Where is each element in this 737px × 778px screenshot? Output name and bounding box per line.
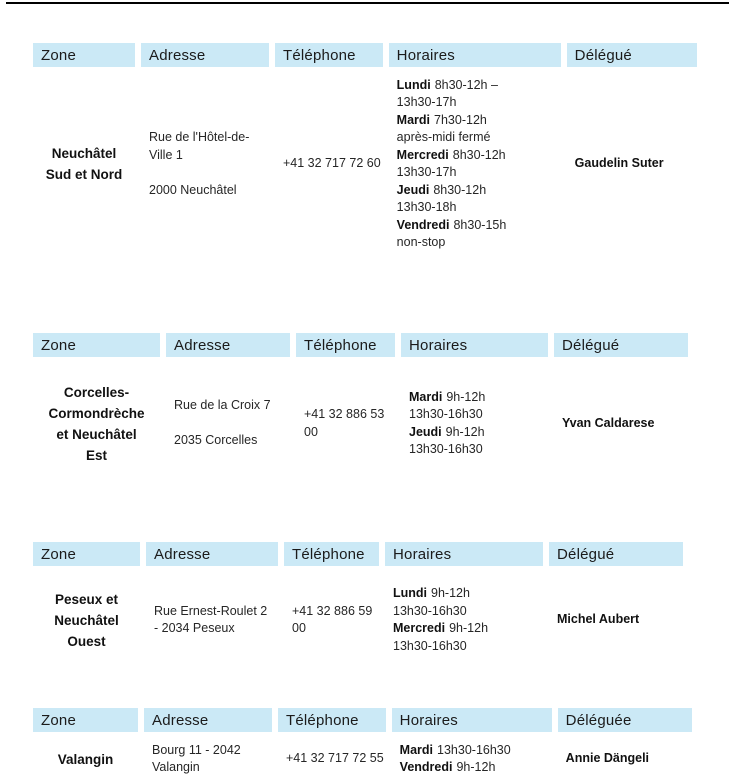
delegue-cell: Michel Aubert — [557, 612, 640, 627]
zone-cell — [33, 357, 160, 490]
column-header-zone: Zone — [33, 542, 140, 566]
telephone-line: +41 32 886 53 — [304, 407, 385, 421]
column-header-adresse: Adresse — [144, 708, 272, 732]
horaire-time-label: 8h30-12h — [452, 147, 506, 162]
telephone-cell — [296, 357, 395, 490]
adresse-line — [174, 415, 288, 433]
horaire-line — [397, 164, 559, 182]
horaire-line — [393, 603, 541, 621]
column-header-delegue: Déléguée — [558, 708, 692, 732]
horaire-time-label: 13h30-18h — [396, 200, 457, 214]
horaire-day-label: Mercredi — [393, 621, 446, 635]
horaire-time-label: non-stop — [396, 235, 446, 249]
telephone-line: 00 — [304, 424, 318, 439]
horaire-line — [397, 217, 559, 235]
adresse-line: 2035 Corcelles — [174, 433, 258, 448]
horaires-cell — [389, 67, 561, 261]
column-header-delegue: Délégué — [554, 333, 688, 357]
table-row — [33, 67, 697, 261]
table-header-row — [33, 542, 683, 566]
zone-table-valangin — [27, 708, 698, 778]
horaire-line — [409, 424, 546, 442]
horaire-line — [397, 199, 559, 217]
horaire-line — [397, 112, 559, 130]
telephone-line: +41 32 717 72 55 — [286, 751, 384, 766]
horaire-line — [393, 638, 541, 656]
horaires-cell — [385, 566, 543, 674]
horaire-time-label: 9h-12h — [456, 760, 496, 774]
adresse-cell — [166, 357, 290, 490]
horaire-time-label: 8h30-12h – — [434, 77, 498, 92]
column-header-delegue: Délégué — [567, 43, 697, 67]
horaire-line — [393, 585, 541, 603]
zone-line: Peseux et — [54, 591, 119, 607]
horaire-time-label: 13h30-16h30 — [409, 442, 483, 456]
adresse-cell — [144, 732, 272, 778]
horaire-time-label: 9h-12h — [445, 424, 485, 439]
horaire-time-label: 7h30-12h — [434, 112, 487, 127]
column-header-horaires: Horaires — [392, 708, 552, 732]
horaire-day-label: Mardi — [409, 389, 443, 404]
horaire-time-label: 8h30-15h — [453, 217, 507, 232]
horaire-day-label: Vendredi — [399, 760, 453, 774]
zone-table-corcelles-cormondreche — [27, 333, 694, 490]
adresse-line: Rue de la Croix 7 — [174, 398, 271, 413]
horaire-line — [409, 389, 546, 407]
column-header-telephone: Téléphone — [278, 708, 386, 732]
horaire-day-label: Lundi — [396, 77, 431, 92]
horaire-time-label: après-midi fermé — [396, 130, 491, 144]
horaire-line — [409, 406, 546, 424]
horaire-day-label: Mardi — [399, 742, 434, 757]
column-header-telephone: Téléphone — [296, 333, 395, 357]
zone-cell — [33, 566, 140, 674]
telephone-line: 00 — [292, 621, 306, 635]
zone-line: Cormondrèche — [48, 405, 145, 421]
zone-line: Valangin — [57, 751, 114, 767]
adresse-line: Rue Ernest-Roulet 2 — [154, 603, 268, 618]
table-row — [33, 566, 683, 674]
top-divider-line — [6, 2, 729, 4]
horaire-day-label: Jeudi — [409, 424, 442, 439]
adresse-line: Valangin — [152, 760, 200, 774]
horaire-line — [397, 182, 559, 200]
column-header-adresse: Adresse — [146, 542, 278, 566]
column-header-adresse: Adresse — [141, 43, 269, 67]
horaire-time-label: 13h30-16h30 — [393, 603, 467, 618]
horaire-day-label: Lundi — [393, 586, 428, 600]
column-header-telephone: Téléphone — [284, 542, 379, 566]
horaire-day-label: Jeudi — [396, 182, 430, 197]
horaire-line — [397, 94, 559, 112]
zone-table-neuchatel-sud-et-nord — [27, 43, 703, 261]
column-header-zone: Zone — [33, 333, 160, 357]
zone-line: Neuchâtel — [51, 146, 117, 161]
horaire-time-label: 9h-12h — [446, 389, 486, 404]
horaire-day-label: Vendredi — [396, 217, 450, 232]
adresse-line — [149, 164, 267, 182]
delegue-cell: Gaudelin Suter — [574, 156, 664, 171]
table-row — [33, 357, 688, 490]
column-header-horaires: Horaires — [401, 333, 548, 357]
column-header-delegue: Délégué — [549, 542, 683, 566]
horaire-time-label: 13h30-16h30 — [393, 638, 467, 653]
horaire-line — [400, 759, 550, 777]
horaire-line — [409, 441, 546, 459]
adresse-line: - 2034 Peseux — [154, 621, 235, 635]
horaire-line — [397, 234, 559, 252]
column-header-zone: Zone — [33, 43, 135, 67]
telephone-cell — [275, 67, 383, 261]
telephone-line: +41 32 886 59 — [292, 603, 373, 618]
table-header-row — [33, 708, 692, 732]
horaire-day-label: Mercredi — [396, 147, 449, 162]
adresse-line: Bourg 11 - 2042 — [152, 742, 241, 757]
table-header-row — [33, 43, 697, 67]
delegue-cell: Annie Dängeli — [565, 751, 650, 766]
horaire-time-label: 13h30-17h — [396, 165, 457, 179]
horaires-cell — [401, 357, 548, 490]
adresse-line: 2000 Neuchâtel — [149, 182, 237, 197]
horaire-time-label: 8h30-12h — [433, 182, 487, 197]
zone-line: Est — [85, 447, 107, 463]
horaire-line — [397, 129, 559, 147]
horaire-line — [397, 147, 559, 165]
zone-line: Corcelles- — [63, 384, 130, 400]
horaire-time-label: 13h30-17h — [396, 95, 457, 109]
adresse-cell — [141, 67, 269, 261]
horaire-time-label: 13h30-16h30 — [409, 407, 483, 421]
column-header-adresse: Adresse — [166, 333, 290, 357]
adresse-line: Ville 1 — [149, 147, 183, 162]
delegue-cell: Yvan Caldarese — [562, 415, 655, 430]
column-header-horaires: Horaires — [389, 43, 561, 67]
horaire-line — [397, 77, 559, 95]
column-header-zone: Zone — [33, 708, 138, 732]
adresse-line: Rue de l'Hôtel-de- — [149, 130, 250, 144]
zone-table-peseux-neuchatel-ouest — [27, 542, 689, 674]
horaire-time-label: 13h30-16h30 — [437, 742, 511, 757]
horaire-line — [400, 742, 550, 760]
telephone-line: +41 32 717 72 60 — [283, 156, 381, 171]
zone-cell — [33, 67, 135, 261]
table-row — [33, 732, 692, 778]
horaire-time-label: 9h-12h — [431, 586, 470, 600]
table-header-row — [33, 333, 688, 357]
zone-cell — [33, 732, 138, 778]
column-header-horaires: Horaires — [385, 542, 543, 566]
horaire-day-label: Mardi — [396, 112, 431, 127]
horaire-line — [393, 620, 541, 638]
zone-line: Ouest — [67, 633, 106, 649]
zone-line: Neuchâtel — [54, 612, 119, 628]
adresse-cell — [146, 566, 278, 674]
zone-line: et Neuchâtel — [56, 426, 137, 442]
column-header-telephone: Téléphone — [275, 43, 383, 67]
telephone-cell — [278, 732, 386, 778]
horaire-time-label: 9h-12h — [449, 621, 489, 635]
zone-line: Sud et Nord — [45, 167, 123, 182]
horaires-cell — [392, 732, 552, 778]
telephone-cell — [284, 566, 379, 674]
